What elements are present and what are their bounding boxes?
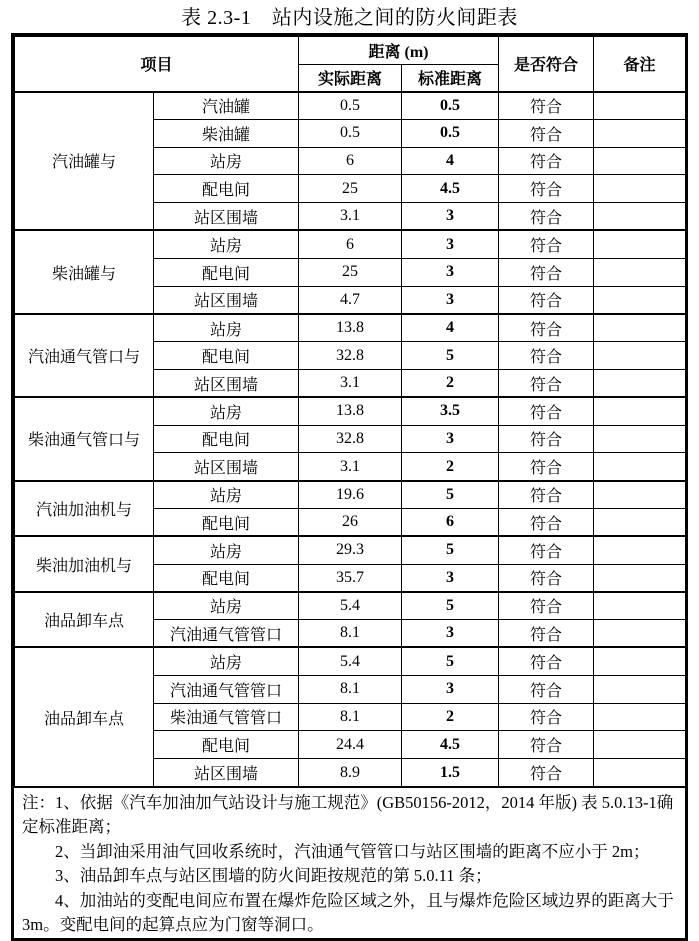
standard-distance-cell: 1.5 [402,759,499,787]
actual-distance-cell: 25 [299,175,402,203]
standard-distance-cell: 4.5 [402,731,499,759]
standard-distance-cell: 3 [402,620,499,648]
standard-distance-cell: 3.5 [402,397,499,425]
item-cell: 站房 [154,397,299,425]
note-2: 2、当卸油采用油气回收系统时，汽油通气管管口与站区围墙的距离不应小于 2m； [55,841,650,861]
standard-distance-cell: 3 [402,564,499,592]
item-cell: 站房 [154,481,299,509]
compliance-cell: 符合 [499,369,594,397]
standard-distance-cell: 2 [402,453,499,481]
compliance-cell: 符合 [499,564,594,592]
group-label-cell: 柴油通气管口与 [15,397,154,480]
compliance-cell: 符合 [499,592,594,620]
remark-cell [594,536,686,564]
table-row [15,314,686,342]
remark-cell [594,314,686,342]
actual-distance-cell: 4.7 [299,286,402,314]
actual-distance-cell: 35.7 [299,564,402,592]
actual-distance-cell: 8.9 [299,759,402,787]
item-cell: 配电间 [154,342,299,370]
compliance-cell: 符合 [499,203,594,231]
remark-cell [594,92,686,120]
table-row [15,592,686,620]
item-cell: 汽油罐 [154,92,299,120]
header-standard-distance: 标准距离 [402,65,499,92]
compliance-cell: 符合 [499,536,594,564]
header-project: 项目 [15,37,299,92]
compliance-cell: 符合 [499,703,594,731]
actual-distance-cell: 13.8 [299,397,402,425]
standard-distance-cell: 3 [402,675,499,703]
compliance-cell: 符合 [499,92,594,120]
standard-distance-cell: 3 [402,230,499,258]
standard-distance-cell: 4 [402,314,499,342]
table-header [15,37,686,92]
compliance-cell: 符合 [499,620,594,648]
actual-distance-cell: 6 [299,230,402,258]
remark-cell [594,675,686,703]
remark-cell [594,230,686,258]
remark-cell [594,592,686,620]
actual-distance-cell: 3.1 [299,453,402,481]
note-4: 4、加油站的变配电间应布置在爆炸危险区域之外，且与爆炸危险区域边界的距离大于 3m。变配电间的起算点应为门窗等洞口。 [22,890,674,935]
group-label-cell: 柴油罐与 [15,230,154,313]
remark-cell [594,759,686,787]
item-cell: 站区围墙 [154,759,299,787]
table-row [15,647,686,675]
actual-distance-cell: 6 [299,147,402,175]
item-cell: 配电间 [154,425,299,453]
group-label-cell: 汽油加油机与 [15,481,154,537]
compliance-cell: 符合 [499,759,594,787]
compliance-cell: 符合 [499,342,594,370]
remark-cell [594,564,686,592]
item-cell: 柴油罐 [154,119,299,147]
header-distance: 距离 (m) [299,37,499,65]
actual-distance-cell: 5.4 [299,592,402,620]
item-cell: 站房 [154,647,299,675]
table-title: 表 2.3-1 站内设施之间的防火间距表 [181,7,518,29]
compliance-cell: 符合 [499,731,594,759]
remark-cell [594,731,686,759]
compliance-cell: 符合 [499,453,594,481]
group-label-cell: 汽油罐与 [15,92,154,231]
actual-distance-cell: 0.5 [299,119,402,147]
group-label-cell: 汽油通气管口与 [15,314,154,397]
table-frame [11,33,688,941]
table-row [15,536,686,564]
compliance-cell: 符合 [499,647,594,675]
group-label-cell: 油品卸车点 [15,592,154,648]
remark-cell [594,425,686,453]
group-label-cell: 油品卸车点 [15,647,154,786]
item-cell: 站房 [154,147,299,175]
note-1: 注：1、依据《汽车加油加气站设计与施工规范》(GB50156-2012，2014 年版) 表 5.0.13-1确定标准距离； [22,792,674,837]
actual-distance-cell: 3.1 [299,369,402,397]
remark-cell [594,453,686,481]
compliance-cell: 符合 [499,230,594,258]
standard-distance-cell: 0.5 [402,92,499,120]
standard-distance-cell: 5 [402,536,499,564]
actual-distance-cell: 19.6 [299,481,402,509]
actual-distance-cell: 8.1 [299,620,402,648]
actual-distance-cell: 26 [299,508,402,536]
compliance-cell: 符合 [499,314,594,342]
fire-distance-table [14,36,686,787]
table-row [15,92,686,120]
standard-distance-cell: 5 [402,647,499,675]
remark-cell [594,481,686,509]
standard-distance-cell: 6 [402,508,499,536]
actual-distance-cell: 24.4 [299,731,402,759]
remark-cell [594,703,686,731]
note-3: 3、油品卸车点与站区围墙的防火间距按规范的第 5.0.11 条； [55,866,492,886]
remark-cell [594,147,686,175]
item-cell: 配电间 [154,564,299,592]
remark-cell [594,647,686,675]
compliance-cell: 符合 [499,258,594,286]
item-cell: 站房 [154,230,299,258]
standard-distance-cell: 3 [402,425,499,453]
item-cell: 配电间 [154,175,299,203]
item-cell: 配电间 [154,258,299,286]
remark-cell [594,369,686,397]
actual-distance-cell: 32.8 [299,425,402,453]
standard-distance-cell: 4 [402,147,499,175]
item-cell: 站房 [154,536,299,564]
item-cell: 站房 [154,592,299,620]
compliance-cell: 符合 [499,508,594,536]
header-remark: 备注 [594,37,686,92]
item-cell: 柴油通气管管口 [154,703,299,731]
compliance-cell: 符合 [499,397,594,425]
compliance-cell: 符合 [499,481,594,509]
standard-distance-cell: 3 [402,286,499,314]
item-cell: 站区围墙 [154,369,299,397]
standard-distance-cell: 5 [402,342,499,370]
remark-cell [594,175,686,203]
actual-distance-cell: 8.1 [299,703,402,731]
compliance-cell: 符合 [499,119,594,147]
item-cell: 站区围墙 [154,203,299,231]
compliance-cell: 符合 [499,147,594,175]
standard-distance-cell: 0.5 [402,119,499,147]
table-row [15,481,686,509]
compliance-cell: 符合 [499,675,594,703]
item-cell: 站区围墙 [154,453,299,481]
remark-cell [594,397,686,425]
item-cell: 配电间 [154,508,299,536]
notes-section [14,787,685,938]
group-label-cell: 柴油加油机与 [15,536,154,592]
compliance-cell: 符合 [499,175,594,203]
item-cell: 站区围墙 [154,286,299,314]
table-body [15,92,686,787]
remark-cell [594,286,686,314]
table-row [15,230,686,258]
remark-cell [594,203,686,231]
remark-cell [594,119,686,147]
actual-distance-cell: 29.3 [299,536,402,564]
item-cell: 配电间 [154,731,299,759]
standard-distance-cell: 5 [402,592,499,620]
item-cell: 汽油通气管管口 [154,675,299,703]
actual-distance-cell: 5.4 [299,647,402,675]
remark-cell [594,620,686,648]
actual-distance-cell: 32.8 [299,342,402,370]
actual-distance-cell: 0.5 [299,92,402,120]
header-actual-distance: 实际距离 [299,65,402,92]
header-compliance: 是否符合 [499,37,594,92]
compliance-cell: 符合 [499,425,594,453]
standard-distance-cell: 5 [402,481,499,509]
remark-cell [594,508,686,536]
actual-distance-cell: 25 [299,258,402,286]
standard-distance-cell: 3 [402,203,499,231]
item-cell: 汽油通气管管口 [154,620,299,648]
item-cell: 站房 [154,314,299,342]
standard-distance-cell: 4.5 [402,175,499,203]
actual-distance-cell: 3.1 [299,203,402,231]
standard-distance-cell: 2 [402,703,499,731]
table-row [15,397,686,425]
remark-cell [594,342,686,370]
actual-distance-cell: 8.1 [299,675,402,703]
remark-cell [594,258,686,286]
standard-distance-cell: 3 [402,258,499,286]
compliance-cell: 符合 [499,286,594,314]
actual-distance-cell: 13.8 [299,314,402,342]
standard-distance-cell: 2 [402,369,499,397]
